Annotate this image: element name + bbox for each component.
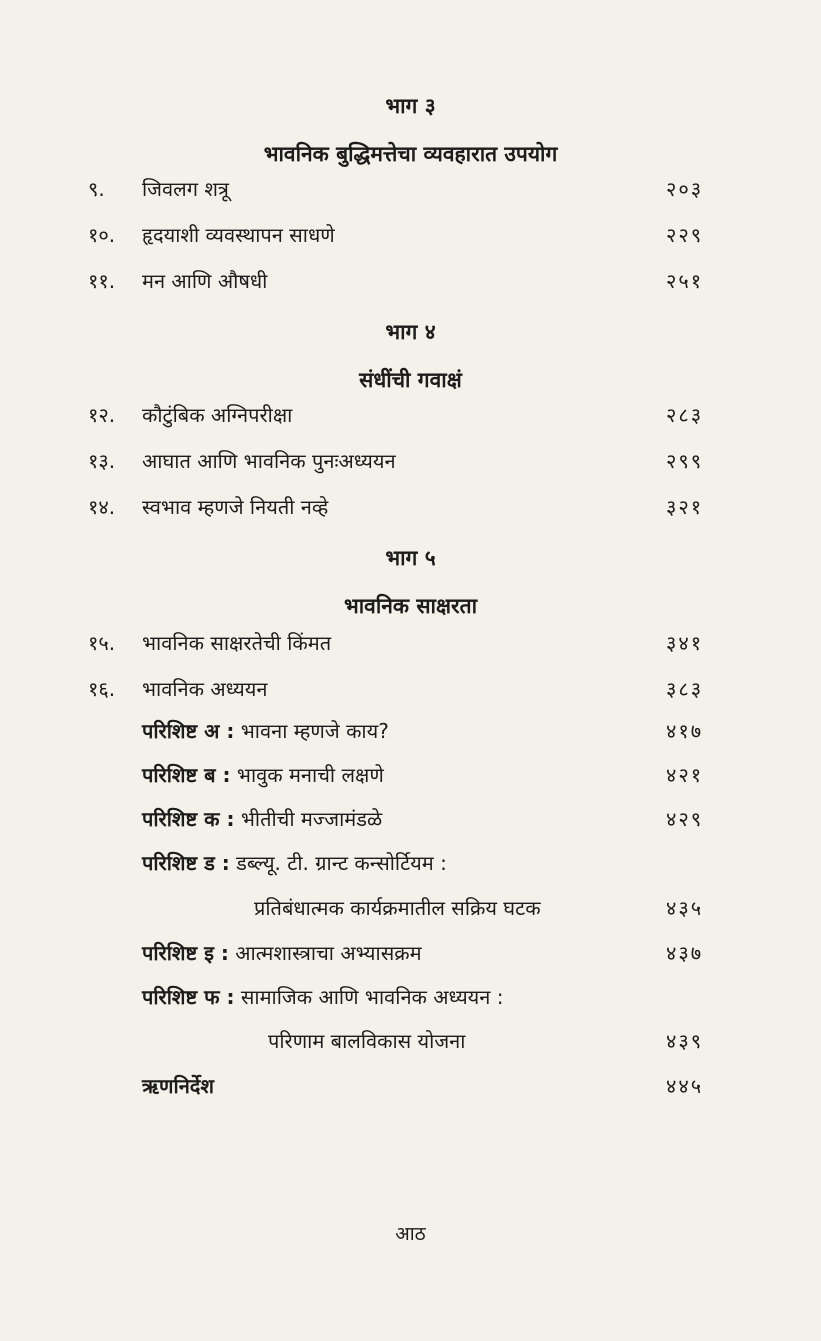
page-number: ४२१ — [666, 763, 704, 787]
appendix-entry — [0, 1024, 821, 1058]
appendix-line — [142, 714, 389, 748]
page-number: ३४१ — [666, 631, 704, 655]
chapter-number: १०. — [88, 223, 116, 247]
appendix-entry — [0, 891, 821, 925]
chapter-number: ९. — [88, 177, 105, 201]
appendix-title: सामाजिक आणि भावनिक अध्ययन : — [240, 985, 504, 1009]
chapter-number: १२. — [88, 403, 116, 427]
chapter-number: १३. — [88, 449, 116, 473]
part-title: भावनिक साक्षरता — [343, 594, 478, 618]
appendix-label: परिशिष्ट ड : — [142, 851, 230, 875]
appendix-label: परिशिष्ट फ : — [142, 985, 235, 1009]
chapter-title: स्वभाव म्हणजे नियती नव्हे — [142, 495, 329, 519]
appendix-title: आत्मशास्त्राचा अभ्यासक्रम — [235, 941, 422, 965]
appendix-title: प्रतिबंधात्मक कार्यक्रमातील सक्रिय घटक — [254, 896, 541, 920]
appendix-line — [142, 846, 447, 880]
page-number: २०३ — [666, 177, 704, 201]
page-number: २८३ — [666, 403, 704, 427]
page-number: २२९ — [666, 223, 704, 247]
appendix-title: डब्ल्यू. टी. ग्रान्ट कन्सोर्टियम : — [236, 851, 447, 875]
chapter-title: कौटुंबिक अग्निपरीक्षा — [142, 403, 293, 427]
appendix-title: भावुक मनाची लक्षणे — [236, 763, 384, 787]
appendix-label: परिशिष्ट ब : — [142, 763, 231, 787]
chapter-title: हृदयाशी व्यवस्थापन साधणे — [142, 223, 335, 247]
toc-entry — [0, 398, 821, 432]
toc-entry — [0, 264, 821, 298]
appendix-line — [142, 936, 422, 970]
page-number: २५१ — [666, 269, 704, 293]
appendix-line — [142, 802, 382, 836]
toc-entry — [0, 444, 821, 478]
part-heading: भाग ४ — [385, 320, 436, 344]
appendix-entry — [0, 846, 821, 880]
appendix-title: भावना म्हणजे काय? — [240, 719, 389, 743]
page-number: २९९ — [666, 449, 704, 473]
appendix-line — [142, 980, 503, 1014]
toc-entry — [0, 490, 821, 524]
toc-entry — [0, 626, 821, 660]
chapter-title: मन आणि औषधी — [142, 269, 268, 293]
appendix-entry — [0, 802, 821, 836]
appendix-title: भीतीची मज्जामंडळे — [240, 807, 383, 831]
appendix-label: परिशिष्ट क : — [142, 807, 235, 831]
appendix-entry — [0, 714, 821, 748]
appendix-entry — [0, 980, 821, 1014]
appendix-label: परिशिष्ट अ : — [142, 719, 235, 743]
page-number: ४३७ — [666, 941, 704, 965]
chapter-title: भावनिक अध्ययन — [142, 677, 268, 701]
part-heading: भाग ३ — [385, 94, 436, 118]
page-number: ४२९ — [666, 807, 704, 831]
page-number: ३८३ — [666, 677, 704, 701]
chapter-title: जिवलग शत्रू — [142, 177, 229, 201]
chapter-number: १४. — [88, 495, 116, 519]
page-number: ४३५ — [666, 896, 704, 920]
part-title: भावनिक बुद्धिमत्तेचा व्यवहारात उपयोग — [263, 142, 558, 166]
page-number: ४३९ — [666, 1029, 704, 1053]
appendix-title: परिणाम बालविकास योजना — [268, 1029, 466, 1053]
appendix-label: परिशिष्ट इ : — [142, 941, 229, 965]
part-heading: भाग ५ — [385, 546, 436, 570]
chapter-number: १६. — [88, 677, 116, 701]
page-number: ४१७ — [666, 719, 704, 743]
chapter-title: भावनिक साक्षरतेची किंमत — [142, 631, 332, 655]
chapter-number: १५. — [88, 631, 116, 655]
toc-entry — [0, 172, 821, 206]
notes-label — [142, 1069, 214, 1103]
toc-entry — [0, 672, 821, 706]
chapter-number: ११. — [88, 269, 116, 293]
chapter-title: आघात आणि भावनिक पुनःअध्ययन — [142, 449, 396, 473]
appendix-entry — [0, 936, 821, 970]
page-footer: आठ — [395, 1223, 426, 1245]
notes-label-text: ऋणनिर्देश — [142, 1074, 215, 1098]
notes-entry — [0, 1069, 821, 1103]
appendix-line — [268, 1024, 465, 1058]
appendix-line — [142, 758, 384, 792]
part-title: संधींची गवाक्षं — [359, 368, 462, 392]
toc-entry — [0, 218, 821, 252]
page-number: ४४५ — [666, 1074, 704, 1098]
page-number: ३२१ — [666, 495, 704, 519]
appendix-entry — [0, 758, 821, 792]
appendix-line — [254, 891, 541, 925]
